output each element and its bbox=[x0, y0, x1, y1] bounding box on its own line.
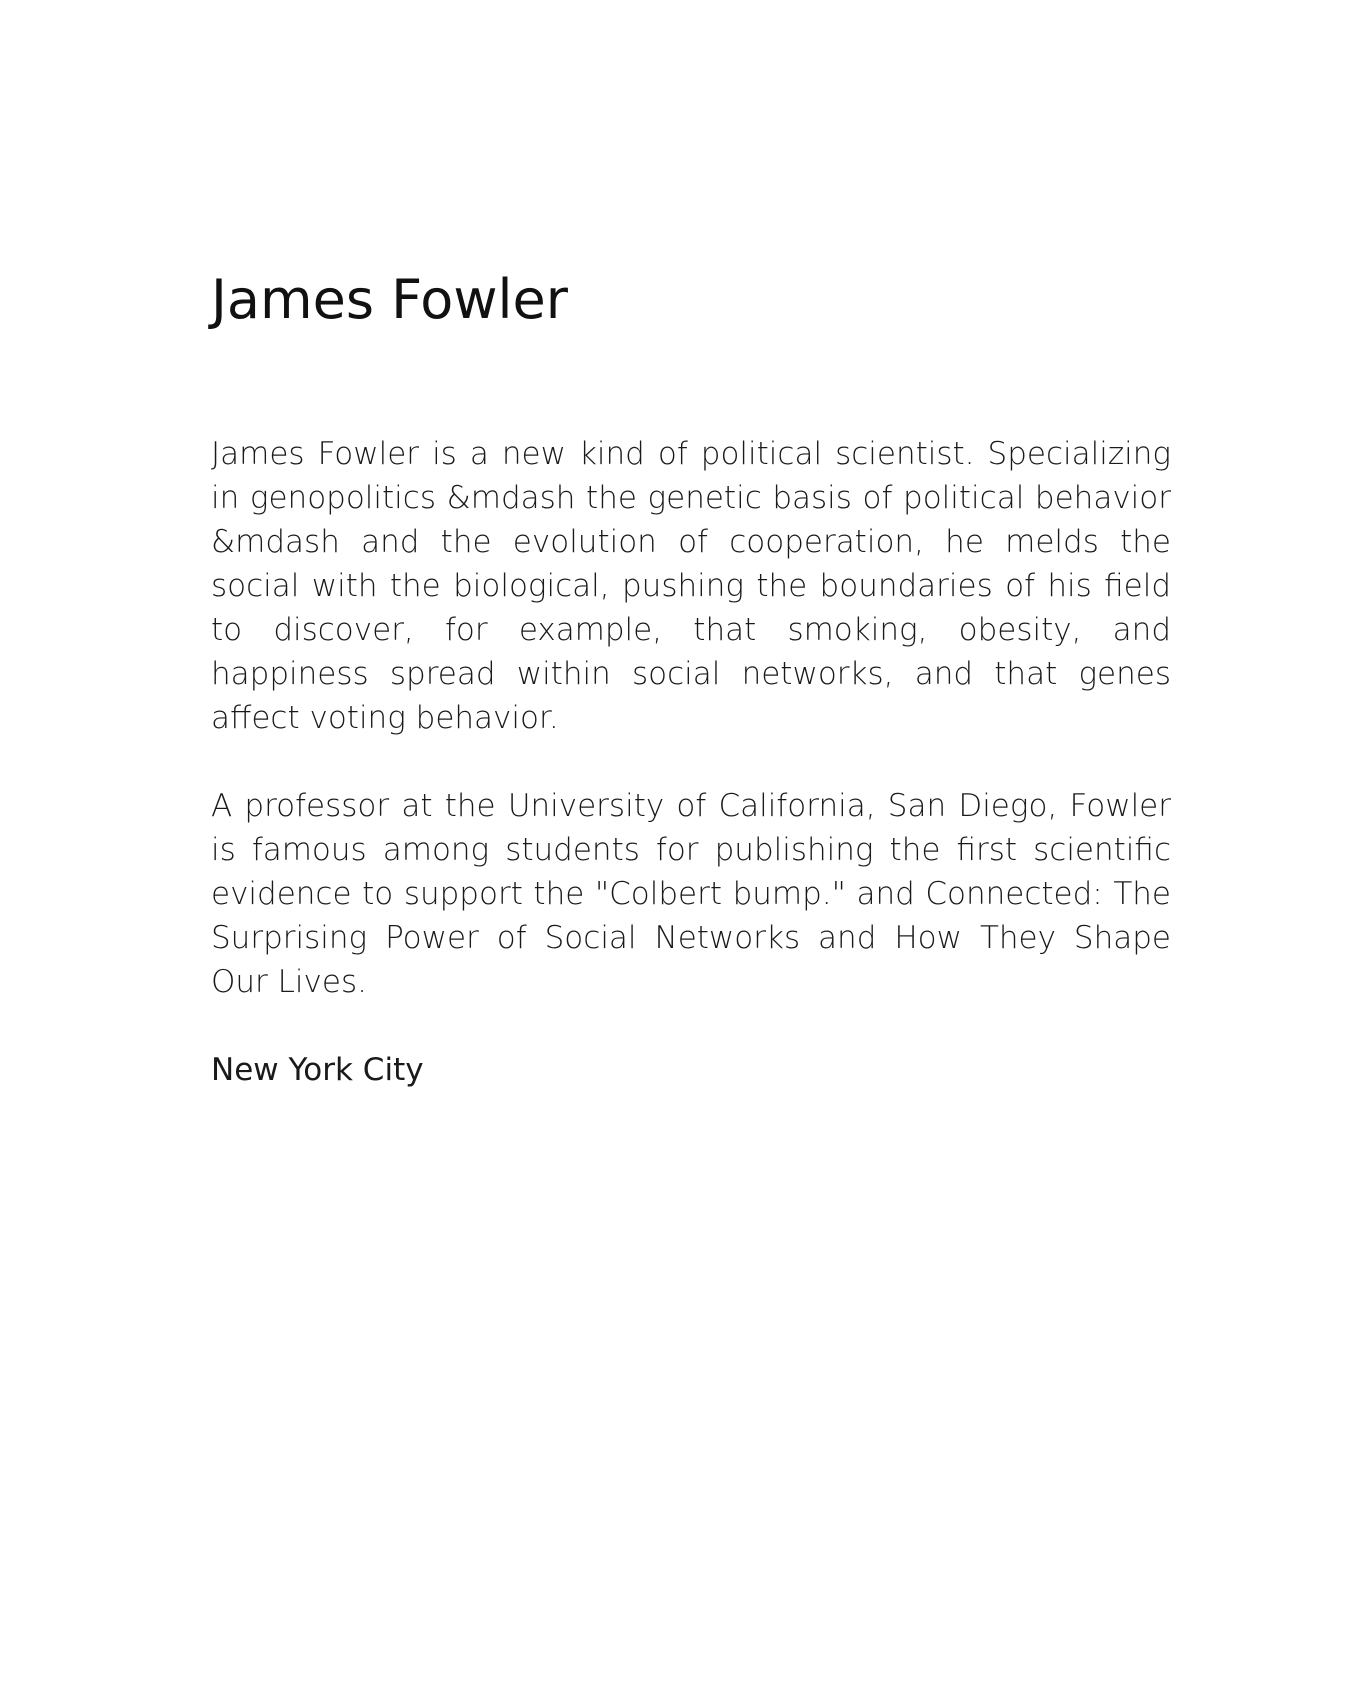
page-title: James Fowler bbox=[211, 268, 568, 331]
bio-paragraph-professor: A professor at the University of California, San Diego, Fowler is famous among students for publishing the first scientific evidence to support the "Colbert bump." and Connected: The Surprising Power of Social Networks and How They Shape Our Lives. bbox=[211, 788, 1171, 1000]
biography bbox=[211, 432, 1171, 1092]
profile-content bbox=[211, 262, 1171, 1092]
location-text: New York City bbox=[211, 1052, 424, 1088]
bio-paragraph-research: James Fowler is a new kind of political scientist. Specializing in genopolitics &mdash the genetic basis of political behavior &mdash and the evolution of cooperation, he melds the social with the biological, pushing the boundaries of his field to discover, for example, that smoking, obesity, and happiness spread within social networks, and that genes affect voting behavior. bbox=[211, 436, 1171, 736]
